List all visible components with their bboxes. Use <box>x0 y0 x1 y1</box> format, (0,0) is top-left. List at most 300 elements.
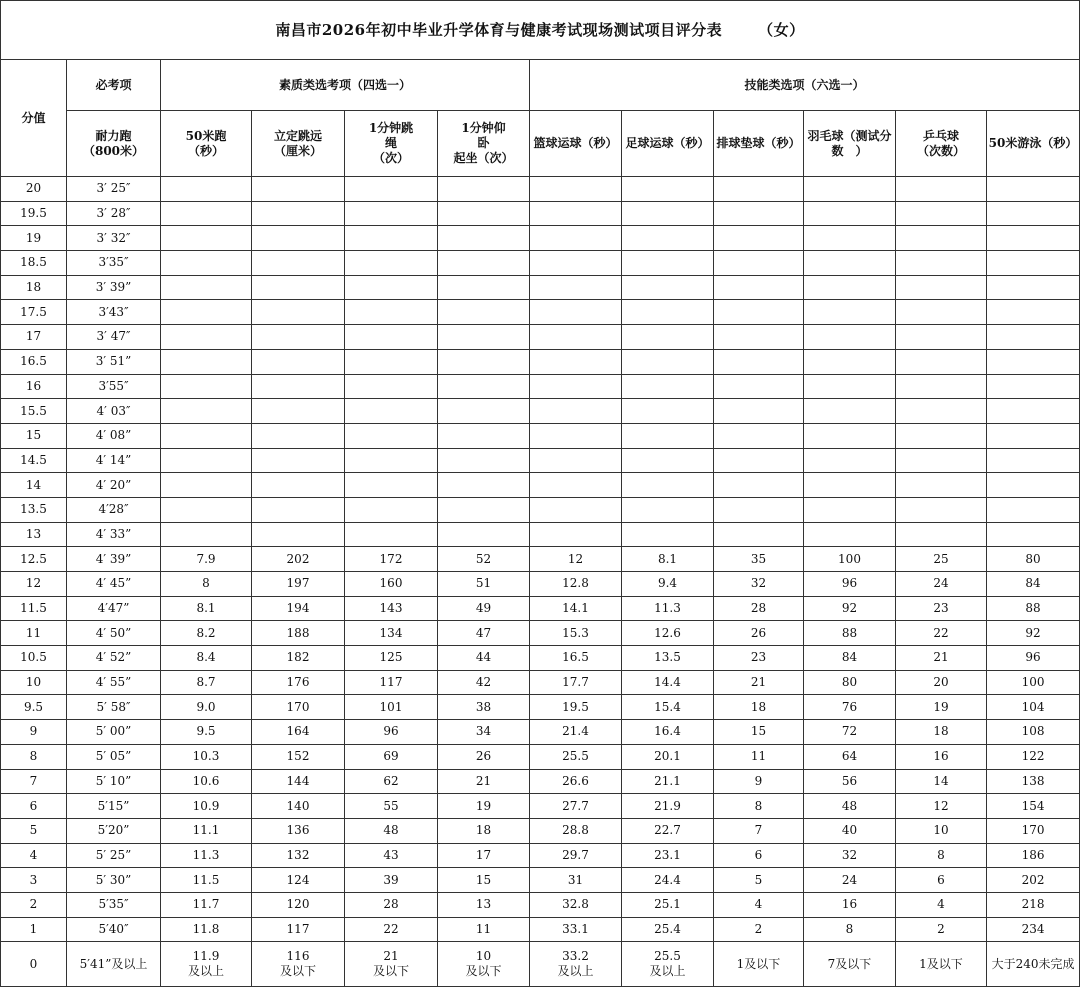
cell-endurance-run-800m: 3′43″ <box>67 300 161 325</box>
cell-swimming-50m: 100 <box>987 670 1080 695</box>
score-cell: 11 <box>1 621 67 646</box>
cell-sprint-50m: 9.0 <box>161 695 252 720</box>
cell-rope-skipping-1min <box>345 522 438 547</box>
cell-sit-ups-1min: 51 <box>438 572 530 597</box>
cell-line: 1及以下 <box>919 956 963 971</box>
cell-standing-long-jump: 140 <box>252 794 345 819</box>
cell-badminton <box>804 325 896 350</box>
cell-basketball-dribble: 31 <box>530 868 622 893</box>
cell-swimming-50m: 122 <box>987 744 1080 769</box>
cell-table-tennis: 2 <box>896 917 987 942</box>
score-cell: 10.5 <box>1 646 67 671</box>
cell-sprint-50m: 11.7 <box>161 892 252 917</box>
cell-endurance-run-800m: 4′ 14” <box>67 448 161 473</box>
cell-swimming-50m: 202 <box>987 868 1080 893</box>
cell-football-dribble: 14.4 <box>622 670 714 695</box>
cell-basketball-dribble <box>530 399 622 424</box>
cell-volleyball-bump: 11 <box>714 744 804 769</box>
table-row <box>1 621 1080 646</box>
gender-label: （女） <box>758 20 805 39</box>
score-cell: 11.5 <box>1 596 67 621</box>
cell-badminton: 64 <box>804 744 896 769</box>
cell-basketball-dribble <box>530 251 622 276</box>
table-row <box>1 572 1080 597</box>
score-cell: 20 <box>1 177 67 202</box>
column-header-line: （厘米） <box>273 143 322 158</box>
cell-sprint-50m <box>161 349 252 374</box>
cell-rope-skipping-1min: 160 <box>345 572 438 597</box>
cell-standing-long-jump <box>252 522 345 547</box>
table-row <box>1 399 1080 424</box>
cell-standing-long-jump <box>252 349 345 374</box>
cell-rope-skipping-1min <box>345 423 438 448</box>
cell-football-dribble <box>622 325 714 350</box>
cell-football-dribble <box>622 423 714 448</box>
cell-volleyball-bump: 21 <box>714 670 804 695</box>
table-row <box>1 275 1080 300</box>
table-row <box>1 917 1080 942</box>
cell-rope-skipping-1min: 117 <box>345 670 438 695</box>
cell-volleyball-bump: 26 <box>714 621 804 646</box>
cell-rope-skipping-1min <box>345 275 438 300</box>
column-header-rope-skipping-1min <box>345 111 438 177</box>
cell-standing-long-jump: 197 <box>252 572 345 597</box>
cell-rope-skipping-1min <box>345 251 438 276</box>
cell-sit-ups-1min <box>438 177 530 202</box>
cell-table-tennis: 24 <box>896 572 987 597</box>
cell-football-dribble: 13.5 <box>622 646 714 671</box>
cell-standing-long-jump <box>252 251 345 276</box>
cell-rope-skipping-1min: 22 <box>345 917 438 942</box>
cell-standing-long-jump: 152 <box>252 744 345 769</box>
cell-swimming-50m: 108 <box>987 720 1080 745</box>
cell-sit-ups-1min: 38 <box>438 695 530 720</box>
cell-badminton <box>804 399 896 424</box>
cell-swimming-50m <box>987 325 1080 350</box>
cell-standing-long-jump: 164 <box>252 720 345 745</box>
cell-football-dribble <box>622 275 714 300</box>
cell-volleyball-bump <box>714 226 804 251</box>
cell-basketball-dribble: 12 <box>530 547 622 572</box>
cell-endurance-run-800m: 4′ 52” <box>67 646 161 671</box>
cell-endurance-run-800m: 3′ 39” <box>67 275 161 300</box>
cell-basketball-dribble <box>530 942 622 987</box>
cell-swimming-50m <box>987 522 1080 547</box>
cell-endurance-run-800m: 5′15” <box>67 794 161 819</box>
cell-volleyball-bump: 5 <box>714 868 804 893</box>
table-row <box>1 868 1080 893</box>
cell-basketball-dribble <box>530 300 622 325</box>
cell-rope-skipping-1min: 125 <box>345 646 438 671</box>
cell-basketball-dribble: 14.1 <box>530 596 622 621</box>
column-header-line: 篮球运球（秒） <box>533 136 618 150</box>
column-header-line: 数 ） <box>831 143 868 158</box>
cell-basketball-dribble: 16.5 <box>530 646 622 671</box>
cell-volleyball-bump: 28 <box>714 596 804 621</box>
cell-table-tennis: 8 <box>896 843 987 868</box>
column-header-badminton <box>804 111 896 177</box>
cell-badminton: 100 <box>804 547 896 572</box>
table-row <box>1 720 1080 745</box>
cell-table-tennis: 20 <box>896 670 987 695</box>
score-cell: 9 <box>1 720 67 745</box>
cell-line: 1及以下 <box>736 956 781 971</box>
cell-endurance-run-800m: 3′ 28″ <box>67 201 161 226</box>
cell-volleyball-bump <box>714 522 804 547</box>
cell-standing-long-jump <box>252 399 345 424</box>
cell-endurance-run-800m: 3′ 32″ <box>67 226 161 251</box>
table-row <box>1 818 1080 843</box>
table-row <box>1 226 1080 251</box>
cell-badminton: 8 <box>804 917 896 942</box>
cell-line: 10 <box>475 949 492 964</box>
cell-endurance-run-800m: 4′28″ <box>67 497 161 522</box>
cell-sprint-50m <box>161 473 252 498</box>
table-row <box>1 325 1080 350</box>
column-header-line: 排球垫球（秒） <box>716 136 801 150</box>
table-row <box>1 448 1080 473</box>
cell-rope-skipping-1min <box>345 374 438 399</box>
cell-football-dribble: 12.6 <box>622 621 714 646</box>
cell-volleyball-bump: 18 <box>714 695 804 720</box>
cell-sit-ups-1min: 52 <box>438 547 530 572</box>
cell-badminton <box>804 251 896 276</box>
score-cell: 15.5 <box>1 399 67 424</box>
cell-sit-ups-1min <box>438 226 530 251</box>
cell-sit-ups-1min <box>438 275 530 300</box>
cell-endurance-run-800m: 4′ 39” <box>67 547 161 572</box>
cell-line: 及以下 <box>465 964 502 979</box>
cell-line: 21 <box>383 949 399 964</box>
cell-badminton <box>804 473 896 498</box>
cell-basketball-dribble: 17.7 <box>530 670 622 695</box>
table-row <box>1 201 1080 226</box>
cell-badminton: 80 <box>804 670 896 695</box>
cell-swimming-50m <box>987 275 1080 300</box>
cell-endurance-run-800m: 4′47” <box>67 596 161 621</box>
cell-table-tennis: 16 <box>896 744 987 769</box>
cell-badminton: 88 <box>804 621 896 646</box>
cell-sprint-50m: 8 <box>161 572 252 597</box>
cell-sit-ups-1min: 49 <box>438 596 530 621</box>
cell-swimming-50m: 92 <box>987 621 1080 646</box>
cell-volleyball-bump <box>714 423 804 448</box>
cell-football-dribble: 11.3 <box>622 596 714 621</box>
cell-swimming-50m <box>987 349 1080 374</box>
table-row <box>1 349 1080 374</box>
page-title: 南昌市2026年初中毕业升学体育与健康考试现场测试项目评分表 <box>275 20 723 39</box>
cell-line: 及以上 <box>187 964 224 979</box>
cell-rope-skipping-1min <box>345 325 438 350</box>
cell-football-dribble <box>622 251 714 276</box>
cell-sprint-50m <box>161 300 252 325</box>
cell-badminton <box>804 522 896 547</box>
cell-football-dribble: 16.4 <box>622 720 714 745</box>
cell-volleyball-bump: 35 <box>714 547 804 572</box>
cell-volleyball-bump: 15 <box>714 720 804 745</box>
cell-badminton <box>804 448 896 473</box>
column-header-standing-long-jump <box>252 111 345 177</box>
column-header-line: （次） <box>372 151 409 165</box>
cell-swimming-50m: 80 <box>987 547 1080 572</box>
cell-badminton: 48 <box>804 794 896 819</box>
cell-rope-skipping-1min: 134 <box>345 621 438 646</box>
cell-sit-ups-1min <box>438 423 530 448</box>
cell-rope-skipping-1min <box>345 942 438 987</box>
column-header-sit-ups-1min <box>438 111 530 177</box>
cell-badminton <box>804 497 896 522</box>
score-cell: 18.5 <box>1 251 67 276</box>
cell-swimming-50m <box>987 226 1080 251</box>
cell-standing-long-jump <box>252 497 345 522</box>
cell-table-tennis <box>896 325 987 350</box>
cell-basketball-dribble <box>530 374 622 399</box>
cell-volleyball-bump: 2 <box>714 917 804 942</box>
cell-badminton: 16 <box>804 892 896 917</box>
cell-sprint-50m <box>161 423 252 448</box>
cell-volleyball-bump <box>714 177 804 202</box>
cell-endurance-run-800m: 4′ 33” <box>67 522 161 547</box>
cell-football-dribble <box>622 349 714 374</box>
cell-endurance-run-800m: 5′ 05” <box>67 744 161 769</box>
cell-basketball-dribble <box>530 275 622 300</box>
score-cell: 1 <box>1 917 67 942</box>
table-row <box>1 547 1080 572</box>
cell-football-dribble <box>622 177 714 202</box>
cell-rope-skipping-1min: 43 <box>345 843 438 868</box>
cell-sprint-50m <box>161 522 252 547</box>
cell-standing-long-jump: 194 <box>252 596 345 621</box>
cell-football-dribble <box>622 942 714 987</box>
score-cell: 19.5 <box>1 201 67 226</box>
cell-table-tennis: 6 <box>896 868 987 893</box>
cell-football-dribble: 25.4 <box>622 917 714 942</box>
column-header-table-tennis <box>896 111 987 177</box>
cell-sprint-50m: 7.9 <box>161 547 252 572</box>
cell-basketball-dribble: 32.8 <box>530 892 622 917</box>
cell-standing-long-jump <box>252 300 345 325</box>
score-cell: 5 <box>1 818 67 843</box>
cell-swimming-50m: 84 <box>987 572 1080 597</box>
cell-football-dribble: 21.9 <box>622 794 714 819</box>
cell-football-dribble <box>622 226 714 251</box>
score-cell: 4 <box>1 843 67 868</box>
cell-standing-long-jump: 124 <box>252 868 345 893</box>
table-row <box>1 177 1080 202</box>
column-header-line: 足球运球（秒） <box>625 136 710 150</box>
cell-rope-skipping-1min <box>345 177 438 202</box>
table-row <box>1 892 1080 917</box>
score-cell: 17.5 <box>1 300 67 325</box>
cell-sit-ups-1min <box>438 251 530 276</box>
cell-endurance-run-800m: 5′40″ <box>67 917 161 942</box>
cell-basketball-dribble <box>530 349 622 374</box>
cell-sit-ups-1min: 18 <box>438 818 530 843</box>
score-cell: 6 <box>1 794 67 819</box>
column-header-line: 卧 <box>477 136 490 150</box>
column-header-line: 乒乓球 <box>922 128 959 143</box>
cell-football-dribble <box>622 497 714 522</box>
cell-sit-ups-1min: 42 <box>438 670 530 695</box>
cell-endurance-run-800m: 5′ 58″ <box>67 695 161 720</box>
score-cell: 16 <box>1 374 67 399</box>
table-row <box>1 300 1080 325</box>
cell-sprint-50m <box>161 497 252 522</box>
cell-sprint-50m: 8.2 <box>161 621 252 646</box>
cell-rope-skipping-1min <box>345 473 438 498</box>
cell-sprint-50m: 11.5 <box>161 868 252 893</box>
table-row-zero <box>1 942 1080 987</box>
cell-rope-skipping-1min: 143 <box>345 596 438 621</box>
cell-line: 5′41”及以上 <box>79 956 148 971</box>
cell-endurance-run-800m: 3′ 47″ <box>67 325 161 350</box>
cell-sprint-50m: 8.4 <box>161 646 252 671</box>
cell-table-tennis: 22 <box>896 621 987 646</box>
cell-football-dribble: 20.1 <box>622 744 714 769</box>
column-header-line: （800米） <box>82 143 145 158</box>
cell-football-dribble: 9.4 <box>622 572 714 597</box>
cell-table-tennis <box>896 942 987 987</box>
column-header-line: 羽毛球（测试分 <box>807 128 892 143</box>
score-cell <box>1 942 67 987</box>
cell-football-dribble <box>622 300 714 325</box>
cell-endurance-run-800m: 5′ 10” <box>67 769 161 794</box>
cell-badminton <box>804 300 896 325</box>
cell-swimming-50m: 234 <box>987 917 1080 942</box>
column-header-line: 起坐（次） <box>453 151 514 165</box>
cell-endurance-run-800m: 5′ 25” <box>67 843 161 868</box>
cell-sit-ups-1min <box>438 399 530 424</box>
cell-endurance-run-800m: 5′35″ <box>67 892 161 917</box>
column-header-line: 立定跳远 <box>273 128 322 143</box>
cell-endurance-run-800m: 3′55″ <box>67 374 161 399</box>
cell-endurance-run-800m <box>67 942 161 987</box>
cell-sit-ups-1min: 26 <box>438 744 530 769</box>
cell-table-tennis: 10 <box>896 818 987 843</box>
cell-table-tennis <box>896 226 987 251</box>
cell-rope-skipping-1min <box>345 226 438 251</box>
cell-basketball-dribble <box>530 226 622 251</box>
cell-badminton <box>804 201 896 226</box>
column-header-line: 耐力跑 <box>95 128 132 143</box>
cell-sit-ups-1min: 21 <box>438 769 530 794</box>
score-cell: 18 <box>1 275 67 300</box>
cell-swimming-50m <box>987 942 1080 987</box>
cell-basketball-dribble <box>530 177 622 202</box>
column-header-line: （次数） <box>916 143 965 158</box>
cell-rope-skipping-1min: 172 <box>345 547 438 572</box>
cell-endurance-run-800m: 4′ 20” <box>67 473 161 498</box>
column-header-line: 绳 <box>384 136 397 150</box>
cell-line: 25.5 <box>654 949 681 964</box>
cell-volleyball-bump <box>714 374 804 399</box>
cell-sprint-50m <box>161 251 252 276</box>
cell-sit-ups-1min <box>438 473 530 498</box>
cell-standing-long-jump: 188 <box>252 621 345 646</box>
cell-football-dribble: 22.7 <box>622 818 714 843</box>
score-cell: 13.5 <box>1 497 67 522</box>
cell-badminton: 92 <box>804 596 896 621</box>
cell-basketball-dribble <box>530 325 622 350</box>
table-row <box>1 794 1080 819</box>
cell-rope-skipping-1min <box>345 448 438 473</box>
cell-rope-skipping-1min: 55 <box>345 794 438 819</box>
skill-group-header: 技能类选项（六选一） <box>530 60 1080 111</box>
score-cell: 2 <box>1 892 67 917</box>
cell-endurance-run-800m: 4′ 50” <box>67 621 161 646</box>
cell-volleyball-bump: 9 <box>714 769 804 794</box>
cell-badminton <box>804 275 896 300</box>
cell-swimming-50m: 186 <box>987 843 1080 868</box>
cell-standing-long-jump: 136 <box>252 818 345 843</box>
column-header-football-dribble <box>622 111 714 177</box>
cell-standing-long-jump <box>252 942 345 987</box>
cell-football-dribble: 21.1 <box>622 769 714 794</box>
cell-sit-ups-1min <box>438 300 530 325</box>
cell-standing-long-jump: 202 <box>252 547 345 572</box>
cell-rope-skipping-1min <box>345 349 438 374</box>
required-header: 必考项 <box>67 60 161 111</box>
cell-endurance-run-800m: 4′ 08” <box>67 423 161 448</box>
column-header-endurance-run-800m <box>67 111 161 177</box>
cell-endurance-run-800m: 3′ 25″ <box>67 177 161 202</box>
cell-standing-long-jump <box>252 201 345 226</box>
cell-badminton: 72 <box>804 720 896 745</box>
cell-line: 33.2 <box>562 949 589 964</box>
cell-standing-long-jump <box>252 448 345 473</box>
cell-endurance-run-800m: 5′ 00” <box>67 720 161 745</box>
cell-sprint-50m: 11.1 <box>161 818 252 843</box>
cell-swimming-50m <box>987 177 1080 202</box>
cell-sit-ups-1min: 13 <box>438 892 530 917</box>
score-cell: 12 <box>1 572 67 597</box>
cell-line: 0 <box>29 956 38 971</box>
cell-sit-ups-1min: 47 <box>438 621 530 646</box>
cell-swimming-50m: 96 <box>987 646 1080 671</box>
cell-line: 及以上 <box>557 964 594 979</box>
cell-line: 及以下 <box>372 964 409 979</box>
cell-endurance-run-800m: 5′20” <box>67 818 161 843</box>
table-title-cell <box>1 1 1080 60</box>
cell-sprint-50m: 9.5 <box>161 720 252 745</box>
table-body <box>1 177 1080 987</box>
cell-volleyball-bump: 8 <box>714 794 804 819</box>
column-header-row <box>1 111 1080 177</box>
cell-sprint-50m <box>161 201 252 226</box>
cell-swimming-50m: 218 <box>987 892 1080 917</box>
column-header-volleyball-bump <box>714 111 804 177</box>
column-header-line: 50米跑 <box>185 128 227 143</box>
score-cell: 10 <box>1 670 67 695</box>
cell-football-dribble <box>622 374 714 399</box>
cell-badminton: 76 <box>804 695 896 720</box>
cell-standing-long-jump: 117 <box>252 917 345 942</box>
cell-standing-long-jump: 182 <box>252 646 345 671</box>
cell-badminton <box>804 226 896 251</box>
cell-table-tennis <box>896 448 987 473</box>
cell-endurance-run-800m: 3′35″ <box>67 251 161 276</box>
cell-table-tennis <box>896 349 987 374</box>
cell-basketball-dribble: 33.1 <box>530 917 622 942</box>
column-header-sprint-50m <box>161 111 252 177</box>
cell-basketball-dribble <box>530 448 622 473</box>
cell-sit-ups-1min <box>438 522 530 547</box>
cell-volleyball-bump <box>714 448 804 473</box>
cell-table-tennis <box>896 177 987 202</box>
cell-swimming-50m <box>987 300 1080 325</box>
table-row <box>1 670 1080 695</box>
cell-sit-ups-1min <box>438 349 530 374</box>
